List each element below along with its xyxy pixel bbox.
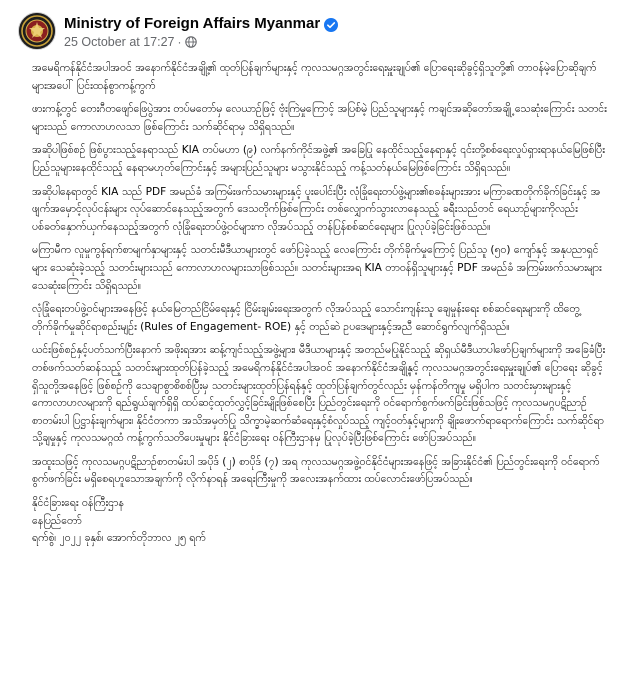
verified-badge-icon <box>324 17 338 31</box>
post-paragraph-6: လုံခြုံရေးတပ်ဖွဲ့ဝင်များအနေဖြင့် နယ်မြေတည်ငြိမ်ရေးနှင့် ငြိမ်းချမ်းရေးအတွက် လိုအပ်သည့် သောင်းကျန်းသူ ချေမှုန်းရေး စစ်ဆင်ရေးများကို ထိတွေ့တိုက်ခိုက်မှုဆိုင်ရာစည်းမျဉ်း (Rules of Engagement- ROE) နှင့် တည်ဆဲ ဥပဒေများနှင့်အညီ ဆောင်ရွက်လျက်ရှိသည်။ <box>32 303 580 333</box>
signature-date: ရက်စွဲ၊ ၂၀၂၂ ခုနှစ်၊ အောက်တိုဘာလ ၂၅ ရက် <box>32 532 206 545</box>
post-text <box>32 60 608 548</box>
post-paragraph-8: အထူးသဖြင့် ကုလသမဂ္ဂပဋိညာဉ်စာတမ်းပါ အပိုဒ် (၂) စာပိုဒ် (၇) အရ ကုလသမဂ္ဂအဖွဲ့ဝင်နိုင်ငံများအနေဖြင့် အခြားနိုင်ငံ၏ ပြည်တွင်းရေးကို ဝင်ရောက်စွက်ဖက်ခြင်း မရှိစေရဟူသောအချက်ကို လိုက်နာရန် အရေးကြီးမှုကို အလေးအနက်ထား ထပ်လောင်းဖော်ပြအပ်သည်။ <box>32 455 600 486</box>
post-paragraph-5: မကြာမီက လူမှုကွန်ရက်စာမျက်နှာများနှင့် သတင်းမီဒီယာများတွင် ဖော်ပြခဲ့သည့် လေကြောင်း တိုက်ခိုက်မှုကြောင့် ပြည်သူ (၅၀) ကျော်နှင့် အနုပညာရှင်များ သေဆုံးခဲ့သည့် သတင်းများသည် ကောလာဟလများသာဖြစ်သည်။ သတင်းများအရ KIA တာဝန်ရှိသူများနှင့် PDF အမည်ခံ အကြမ်းဖက်သမားများ သေဆုံးကြောင်း သိရှိရသည်။ <box>32 244 602 292</box>
signature-place: နေပြည်တော် <box>32 514 82 527</box>
post-paragraph-2: ဖားကန့်တွင် တေးဂီတဖျော်ဖြေပွဲအား တပ်မတော်မှ လေယာဉ်ဖြင့် ဗုံးကြဲမှုကြောင့် အပြစ်မဲ့ ပြည်သူများနှင့် ကချင်အဆိုတော်အချို့ သေဆုံးကြောင်း သတင်းများသည် ကောလာဟလသာ ဖြစ်ကြောင်း သက်ဆိုင်ရာမှ သိရှိရသည်။ <box>32 103 607 133</box>
post-paragraph-1: အမေရိကန်နိုင်ငံအပါအဝင် အနောက်နိုင်ငံအချို့၏ ထုတ်ပြန်ချက်များနှင့် ကုလသမဂ္ဂအတွင်းရေးမှူးချုပ်၏ ပြောရေးဆိုခွင့်ရှိသူတို့၏ တာဝန်မဲ့ပြောဆိုချက်များအပေါ် ပြင်းထန်စွာကန့်ကွက် <box>32 62 597 92</box>
post-paragraph-3: အဆိုပါဖြစ်စဉ် ဖြစ်ပွားသည့်နေရာသည် KIA တပ်မဟာ (၉) လက်နက်ကိုင်အဖွဲ့၏ အခြေပြု နေထိုင်သည့်နေရာနှင့် ၎င်းတို့စစ်ရေးလှုပ်ရှားရာနယ်မြေဖြစ်ပြီး ပြည်သူများနေထိုင်သည့် နေရာမဟုတ်ကြောင်းနှင့် အများပြည်သူများ မသွားနိုင်သည့် ကန့်သတ်နယ်မြေဖြစ်ကြောင်း သိရှိရသည်။ <box>32 144 605 174</box>
page-avatar[interactable] <box>18 12 56 50</box>
page-name-link[interactable]: Ministry of Foreign Affairs Myanmar <box>64 15 321 32</box>
ministry-seal-logo <box>19 13 55 49</box>
globe-icon[interactable] <box>185 36 197 48</box>
post-meta <box>64 35 197 49</box>
page-name-row <box>64 15 338 32</box>
post-signature <box>32 495 608 548</box>
post-header <box>18 8 608 52</box>
post-paragraph-7: ယင်းဖြစ်စဉ်နှင့်ပတ်သက်ပြီးနောက် အဖိုးရအား ဆန့်ကျင်သည့်အဖွဲ့များ၊ မီဒီယာများနှင့် အတည်မပြုနိုင်သည့် ဆိုရှယ်မီဒီယာပါဖော်ပြချက်များကို အခြေခံပြီး တစ်ဖက်သတ်ဆန်သည့် သတင်းများထုတ်ပြန်ခဲ့သည့် အမေရိကန်နိုင်ငံအပါအဝင် အနောက်နိုင်ငံအချို့နှင့် ကုလသမဂ္ဂအတွင်းရေးမှူးချုပ်၏ ပြောရေး ဆိုခွင့်ရှိသူတို့အနေဖြင့် ဖြစ်စဉ်ကို သေချာစွာစိစစ်ပြီးမှ သတင်းများထုတ်ပြန်ရန်နှင့် ထုတ်ပြန်ချက်တွင်လည်း မှန်ကန်တိကျမှု မရှိပါက သတင်းမှားများနှင့် ကောလာဟလများကို ရည်ရွယ်ချက်ရှိရှိ ထပ်ဆင့်ထုတ်လွှင့်ခြင်းမျိုးဖြစ်စေပြီး ပြည်တွင်းရေးကို ဝင်ရောက်စွက်ဖက်ခြင်းဖြစ်သဖြင့် ကုလသမဂ္ဂပဋိညာဉ်စာတမ်းပါ ပြဋ္ဌာန်းချက်များ၊ နိုင်ငံတကာ အသိအမှတ်ပြု သိက္ခာမဲ့ဆက်ဆံရေးနှင့်စံလှုပ်သည့် ကျင့်ဝတ်နှင့်များကို ချိုးဖောက်ရာရောက်ကြောင်း သက်ဆိုင်ရာသို့ချမှုနှင့် ကုလသမဂ္ဂထံ ကန့်ကွက်သတိပေးမှုများ နိုင်ငံခြားရေး ဝန်ကြီးဌာနမှ ပြုလုပ်ခဲ့ပြီးဖြစ်ကြောင်း ဖော်ပြအပ်သည်။ <box>32 344 606 445</box>
meta-separator: · <box>177 35 182 49</box>
signature-ministry: နိုင်ငံခြားရေး ဝန်ကြီးဌာန <box>32 497 124 510</box>
post-paragraph-4: အဆိုပါနေရာတွင် KIA သည် PDF အမည်ခံ အကြမ်းဖက်သမားများနှင့် ပူးပေါင်းပြီး လုံခြုံရေးတပ်ဖွဲ့များ၏စခန်းများအား မကြာခဏတိုက်ခိုက်ခြင်းနှင့် အဖျက်အမှောင့်လုပ်ငန်းများ လုပ်ဆောင်နေသည့်အတွက် ဒေသတိုက်ဖြစ်ကြောင်း တစ်လျှောက်သွားလာနေသည့် ခရီးသည်တင် ရေယာဉ်များကိုလည်း ပစ်ခတ်နှောက်ယှက်နေသည့်အတွက် လုံခြုံရေးတပ်ဖွဲ့ဝင်များက လိုအပ်သည့် တန်ပြန်စစ်ဆင်ရေးများ ပြုလုပ်ခဲ့ခြင်းဖြစ်သည်။ <box>32 185 601 233</box>
post-timestamp[interactable]: 25 October at 17:27 <box>64 35 175 49</box>
